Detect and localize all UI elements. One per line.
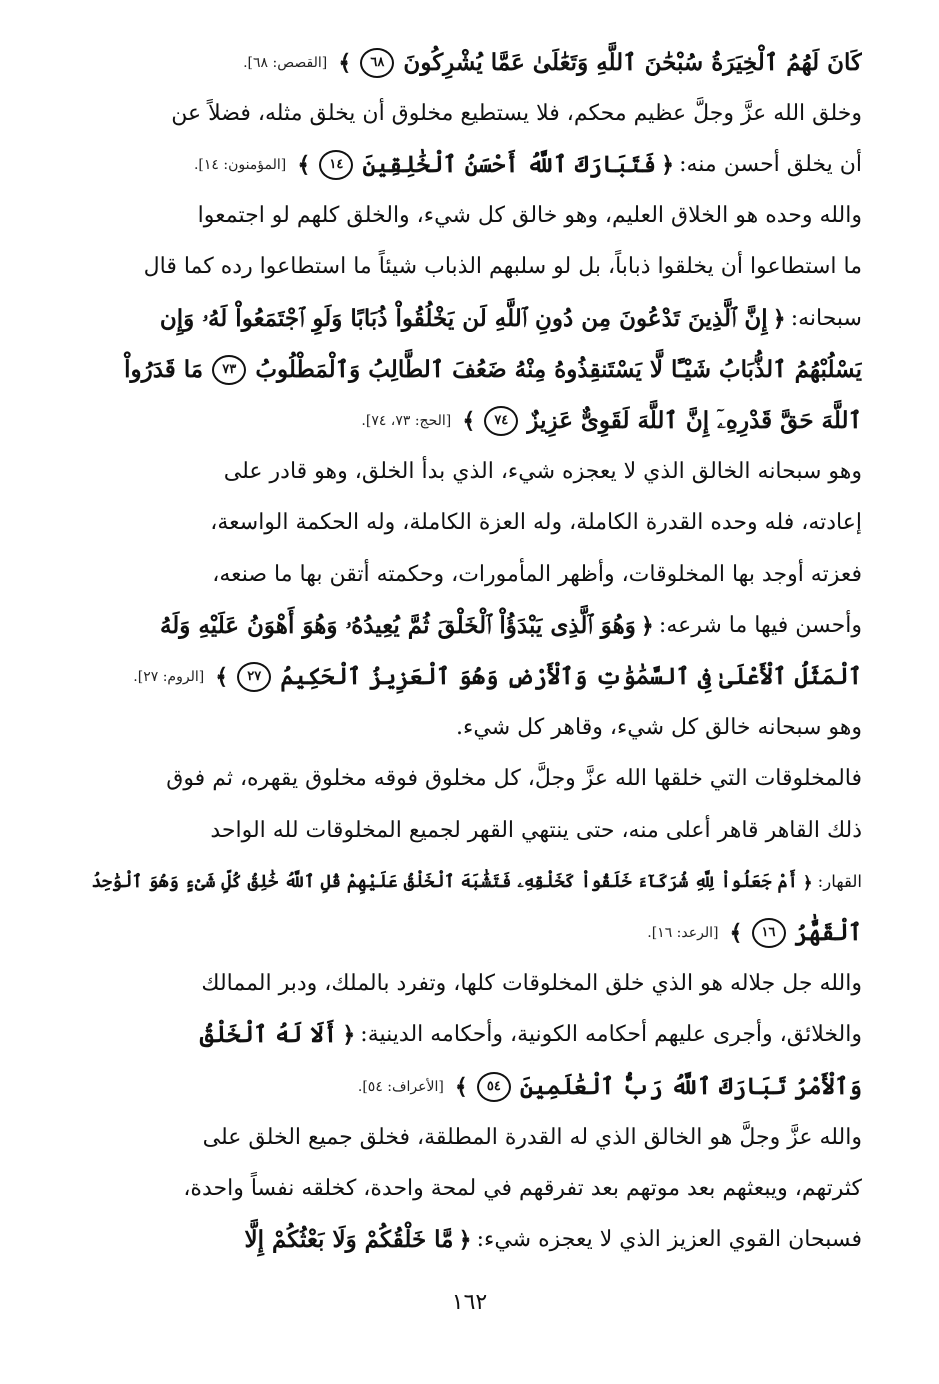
ornate-bracket: ﴾ (215, 663, 229, 690)
ornate-bracket: ﴾ (729, 919, 743, 946)
text-line (78, 194, 862, 238)
body-text: وأحسن فيها ما شرعه: (658, 612, 862, 638)
body-text: كثرتهم، ويبعثهم بعد موتهم بعد تفرقهم في لمحة واحدة، كخلقه نفساً واحدة، (183, 1175, 862, 1201)
body-text: والله عزَّ وجلَّ هو الخالق الذي له القدرة المطلقة، فخلق جميع الخلق على (202, 1124, 862, 1150)
ayah-number-marker: ٥٤ (477, 1072, 511, 1102)
ornate-bracket: ﴾ (454, 1073, 468, 1100)
text-line (78, 552, 862, 596)
quran-verse: ٱلْمَثَلُ ٱلْأَعْلَىٰ فِى ٱلسَّمَٰوَٰتِ وَٱلْأَرْضِ وَهُوَ ٱلْعَزِيزُ ٱلْحَكِيمُ (280, 662, 862, 690)
body-text: القهار: (817, 871, 862, 891)
text-line (78, 296, 862, 340)
verse-reference: [الحج: ٧٣، ٧٤]. (361, 412, 452, 429)
quran-verse: ٱللَّهَ حَقَّ قَدْرِهِۦٓ إِنَّ ٱللَّهَ لَقَوِىٌّ عَزِيزٌ (527, 406, 862, 434)
verse-reference: [الأعراف: ٥٤]. (357, 1078, 444, 1095)
body-text: وخلق الله عزَّ وجلَّ عظيم محكم، فلا يستطيع مخلوق أن يخلق مثله، فضلاً عن (171, 100, 862, 126)
text-line (78, 859, 862, 903)
quran-verse: أَمْ جَعَلُواْ لِلَّهِ شُرَكَآءَ خَلَقُواْ كَخَلْقِهِۦ فَتَشَٰبَهَ ٱلْخَلْقُ عَلَيْهِمْ قُلِ ٱللَّهُ خَٰلِقُ كُلِّ شَىْءٍ وَهُوَ ٱلْوَٰحِدُ (91, 871, 798, 892)
verse-reference: [الروم: ٢٧]. (133, 668, 205, 685)
body-text: وهو سبحانه خالق كل شيء، وقاهر كل شيء. (456, 715, 862, 741)
ornate-bracket: ﴿ (661, 151, 674, 178)
quran-verse: مَا قَدَرُواْ (124, 355, 204, 383)
quran-verse: فَتَبَارَكَ ٱللَّهُ أَحْسَنُ ٱلْخَٰلِقِينَ (362, 150, 656, 178)
text-line (78, 347, 862, 391)
text-line (78, 1166, 862, 1210)
text-line (78, 91, 862, 135)
ornate-bracket: ﴿ (640, 612, 654, 639)
body-text: والله جل جلاله هو الذي خلق المخلوقات كلها، وتفرد بالملك، ودبر الممالك (201, 971, 862, 997)
quran-verse: ٱلْقَهَّٰرُ (794, 918, 862, 946)
text-line (78, 962, 862, 1006)
text-line (78, 654, 862, 698)
text-line (78, 398, 862, 442)
text-line (78, 1115, 862, 1159)
text-line (78, 1013, 862, 1057)
book-page (78, 40, 862, 1340)
quran-verse: يَسْلُبْهُمُ ٱلذُّبَابُ شَيْـًٔا لَّا يَسْتَنقِذُوهُ مِنْهُ ضَعُفَ ٱلطَّالِبُ وَٱلْمَطْلُوبُ (255, 355, 862, 383)
body-text: ذلك القاهر قاهر أعلى منه، حتى ينتهي القهر لجميع المخلوقات لله الواحد (210, 817, 862, 843)
quran-verse: وَهُوَ ٱلَّذِى يَبْدَؤُاْ ٱلْخَلْقَ ثُمَّ يُعِيدُهُۥ وَهُوَ أَهْوَنُ عَلَيْهِ وَلَهُ (159, 611, 636, 639)
ayah-number-marker: ١٤ (319, 150, 353, 180)
ornate-bracket: ﴿ (772, 305, 786, 332)
text-line (78, 142, 862, 186)
body-text: ما استطاعوا أن يخلقوا ذباباً، بل لو سلبهم الذباب شيئاً ما استطاعوا رده كما قال (143, 254, 862, 280)
ayah-number-marker: ١٦ (752, 918, 786, 948)
ayah-number-marker: ٢٧ (237, 662, 271, 692)
text-line (78, 706, 862, 750)
body-text: سبحانه: (790, 305, 862, 331)
body-text: والخلائق، وأجرى عليهم أحكامه الكونية، وأحكامه الدينية: (360, 1022, 862, 1048)
body-text: فالمخلوقات التي خلقها الله عزَّ وجلَّ، كل مخلوق فوقه مخلوق يقهره، ثم فوق (166, 766, 862, 792)
quran-verse: مَّا خَلْقُكُمْ وَلَا بَعْثُكُمْ إِلَّا (244, 1226, 454, 1254)
text-line (78, 245, 862, 289)
verse-reference: [المؤمنون: ١٤]. (193, 156, 287, 173)
verse-reference: [الرعد: ١٦]. (647, 924, 719, 941)
text-line (78, 603, 862, 647)
ornate-bracket: ﴿ (342, 1022, 356, 1049)
body-text: وهو سبحانه الخالق الذي لا يعجزه شيء، الذي بدأ الخلق، وهو قادر على (223, 459, 862, 485)
quran-verse: كَانَ لَهُمُ ٱلْخِيَرَةُ سُبْحَٰنَ ٱللَّهِ وَتَعَٰلَىٰ عَمَّا يُشْرِكُونَ (403, 48, 862, 76)
ornate-bracket: ﴾ (297, 151, 311, 178)
ornate-bracket: ﴾ (462, 407, 476, 434)
ornate-bracket: ﴿ (802, 871, 813, 892)
quran-verse: وَٱلْأَمْرُ تَبَارَكَ ٱللَّهُ رَبُّ ٱلْعَٰلَمِينَ (520, 1072, 862, 1100)
text-line (78, 1218, 862, 1262)
text-line (78, 40, 862, 84)
ayah-number-marker: ٧٣ (212, 355, 246, 385)
quran-verse: إِنَّ ٱلَّذِينَ تَدْعُونَ مِن دُونِ ٱللَّهِ لَن يَخْلُقُواْ ذُبَابًا وَلَوِ ٱجْتَمَعُواْ لَهُۥ وَإِن (159, 304, 768, 332)
text-line (78, 808, 862, 852)
body-text: فعزته أوجد بها المخلوقات، وأظهر المأمورات، وحكمته أتقن بها ما صنعه، (212, 561, 862, 587)
ornate-bracket: ﴿ (458, 1227, 472, 1254)
text-line (78, 757, 862, 801)
text-line (78, 501, 862, 545)
body-text: فسبحان القوي العزيز الذي لا يعجزه شيء: (476, 1227, 862, 1253)
page-number: ١٦٢ (451, 1290, 488, 1315)
verse-reference: [القصص: ٦٨]. (243, 54, 328, 71)
text-line (78, 1064, 862, 1108)
quran-verse: أَلَا لَهُ ٱلْخَلْقُ (199, 1021, 338, 1049)
body-text: والله وحده هو الخلاق العليم، وهو خالق كل شيء، والخلق كلهم لو اجتمعوا (197, 203, 862, 229)
ayah-number-marker: ٧٤ (484, 406, 518, 436)
ornate-bracket: ﴾ (338, 49, 352, 76)
text-line (78, 910, 862, 954)
body-text: إعادته، فله وحده القدرة الكاملة، وله العزة الكاملة، وله الحكمة الواسعة، (210, 510, 862, 536)
ayah-number-marker: ٦٨ (360, 48, 394, 78)
body-text: أن يخلق أحسن منه: (679, 151, 862, 177)
text-line (78, 450, 862, 494)
